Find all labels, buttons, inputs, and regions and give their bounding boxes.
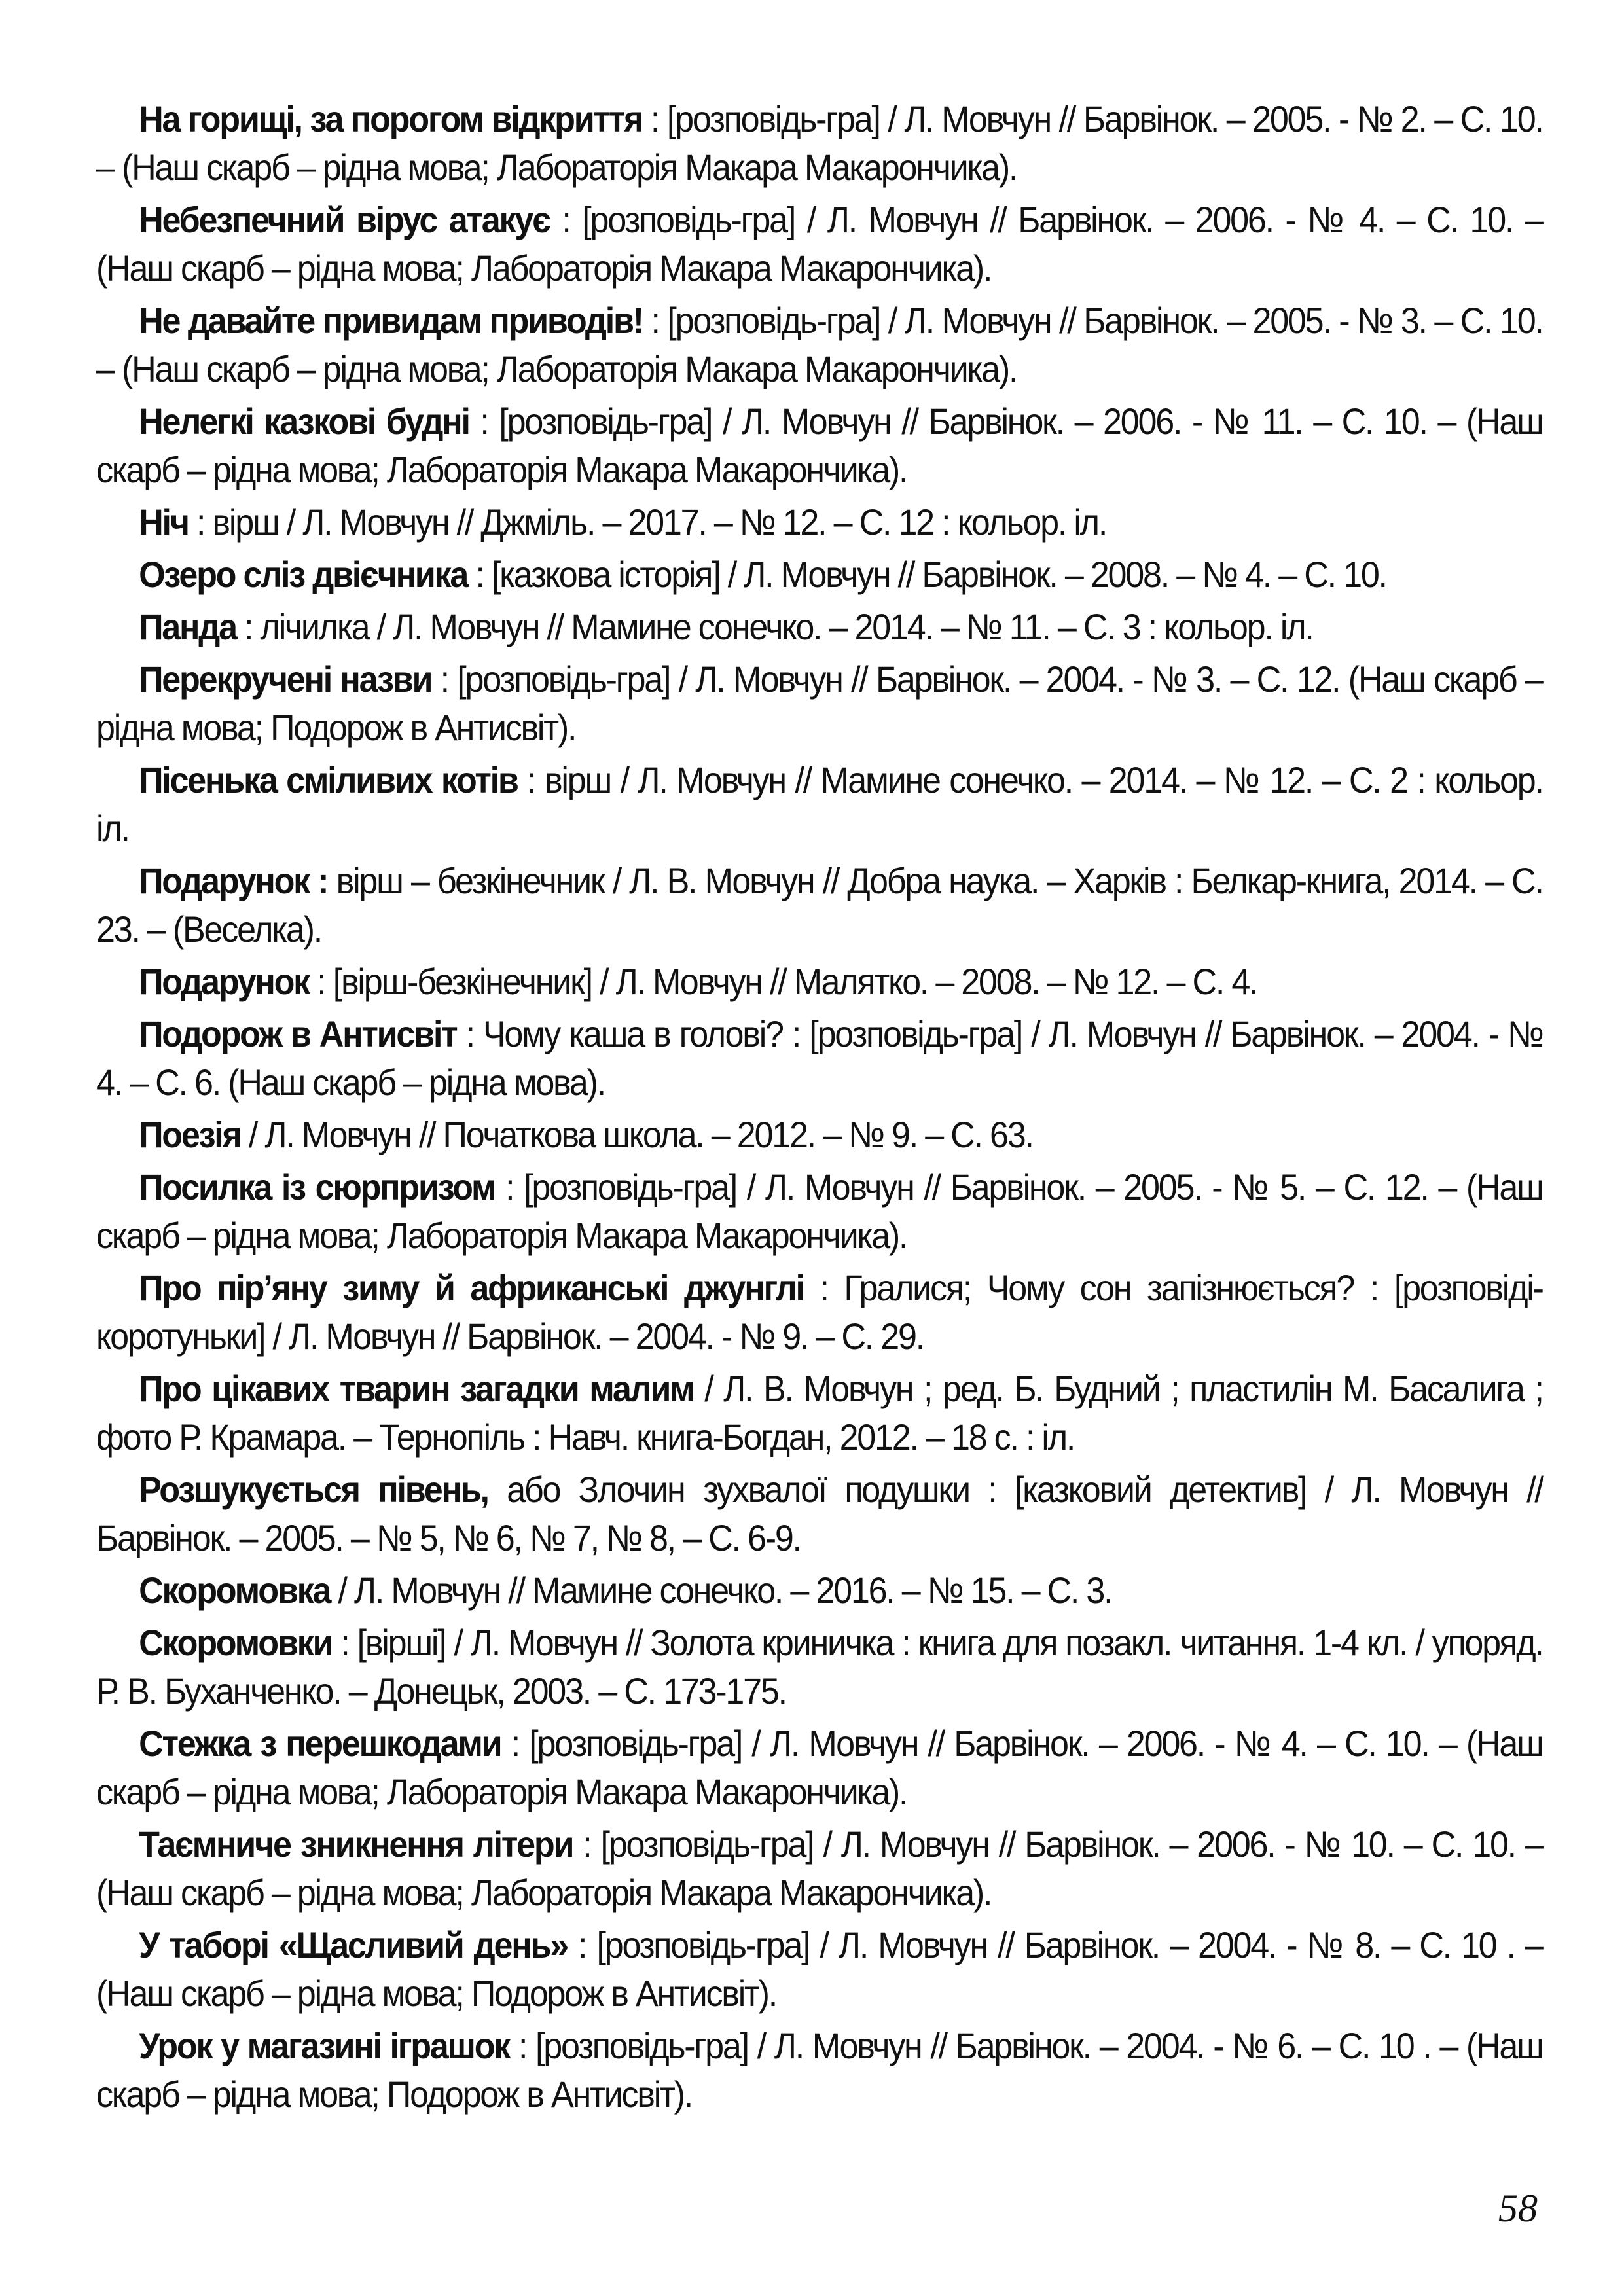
bibliography-entry <box>96 1111 1543 1159</box>
bibliography-entry <box>96 196 1543 293</box>
entry-details: : [вірші] / Л. Мовчун // Золота криничка : книга для позакл. читання. 1-4 кл. / упоряд. Р. В. Буханченко. – Донецьк, 2003. – С. 173-175. <box>96 1622 1543 1712</box>
entry-details: / Л. В. Мовчун ; ред. Б. Будний ; пластилін М. Басалига ; фото Р. Крамара. – Тернопіль : Навч. книга-Богдан, 2012. – 18 с. : іл. <box>96 1368 1543 1458</box>
bibliography-entry <box>96 756 1543 853</box>
entry-details: : лічилка / Л. Мовчун // Мамине сонечко. – 2014. – № 11. – С. 3 : кольор. іл. <box>236 606 1313 647</box>
entry-details: : [розповідь-гра] / Л. Мовчун // Барвінок. – 2006. - № 4. – С. 10. – (Наш скарб – рідна мова; Лабораторія Макара Макарончика). <box>96 1723 1543 1812</box>
bibliography-entry <box>96 95 1543 192</box>
entry-details: : [розповідь-гра] / Л. Мовчун // Барвінок. – 2004. - № 6. – С. 10 . – (Наш скарб – рідна мова; Подорож в Антисвіт). <box>96 2025 1543 2115</box>
entry-title: Ніч <box>139 501 189 543</box>
bibliography-entry <box>96 1820 1543 1917</box>
bibliography-entry <box>96 498 1543 547</box>
entry-title: Пісенька сміливих котів <box>139 759 518 800</box>
page-number: 58 <box>1498 2187 1538 2230</box>
entry-title: Розшукується півень, <box>139 1469 488 1510</box>
entry-title: Урок у магазині іграшок <box>139 2025 510 2066</box>
bibliography-entry <box>96 1566 1543 1615</box>
bibliography-entry <box>96 1921 1543 2018</box>
entry-title: Про пір’яну зиму й африканські джунглі <box>139 1267 804 1308</box>
entry-title: Скоромовки <box>139 1622 333 1663</box>
bibliography-entry <box>96 1619 1543 1715</box>
entry-title: Скоромовка <box>139 1570 331 1611</box>
entry-title: Перекручені назви <box>139 658 432 700</box>
bibliography-entry <box>96 296 1543 393</box>
bibliography-entry <box>96 1010 1543 1107</box>
bibliography-entry <box>96 2022 1543 2119</box>
entry-details: : [розповідь-гра] / Л. Мовчун // Барвінок. – 2006. - № 11. – С. 10. – (Наш скарб – рідна мова; Лабораторія Макара Макарончика). <box>96 401 1543 490</box>
entry-details: : вірш / Л. Мовчун // Мамине сонечко. – 2014. – № 12. – С. 2 : кольор. іл. <box>96 759 1543 849</box>
entry-title: Подорож в Антисвіт <box>139 1013 457 1054</box>
entry-details: або Злочин зухвалої подушки : [казковий детектив] / Л. Мовчун // Барвінок. – 2005. – № 5, № 6, № 7, № 8, – С. 6-9. <box>96 1469 1543 1558</box>
bibliography-entry <box>96 397 1543 494</box>
entry-title: Нелегкі казкові будні <box>139 401 469 442</box>
entry-title: Поезія <box>139 1114 241 1155</box>
entry-title: Небезпечний вірус атакує <box>139 199 550 240</box>
entry-details: : [розповідь-гра] / Л. Мовчун // Барвінок. – 2005. - № 5. – С. 12. – (Наш скарб – рідна мова; Лабораторія Макара Макарончика). <box>96 1166 1543 1256</box>
bibliography-entry <box>96 958 1543 1006</box>
entry-title: Таємниче зникнення літери <box>139 1823 573 1865</box>
entry-details: : [розповідь-гра] / Л. Мовчун // Барвінок. – 2004. - № 8. – С. 10 . – (Наш скарб – рідна мова; Подорож в Антисвіт). <box>96 1924 1543 2014</box>
entry-title: У таборі «Щасливий день» <box>139 1924 568 1965</box>
entry-details: / Л. Мовчун // Початкова школа. – 2012. – № 9. – С. 63. <box>240 1114 1033 1155</box>
entry-title: Стежка з перешкодами <box>139 1723 501 1764</box>
entry-details: : [розповідь-гра] / Л. Мовчун // Барвінок. – 2006. - № 4. – С. 10. – (Наш скарб – рідна мова; Лабораторія Макара Макарончика). <box>96 199 1543 289</box>
entry-details: : [розповідь-гра] / Л. Мовчун // Барвінок. – 2005. - № 2. – С. 10. – (Наш скарб – рідна мова; Лабораторія Макара Макарончика). <box>96 98 1543 188</box>
bibliography-entry <box>96 655 1543 752</box>
entry-details: : Гралися; Чому сон запізнюється? : [розповіді-коротуньки] / Л. Мовчун // Барвінок. – 2004. - № 9. – С. 29. <box>96 1267 1543 1357</box>
entry-title: Посилка із сюрпризом <box>139 1166 496 1208</box>
bibliography-entry <box>96 550 1543 599</box>
entry-details: : Чому каша в голові? : [розповідь-гра] / Л. Мовчун // Барвінок. – 2004. - № 4. – С. 6. (Наш скарб – рідна мова). <box>96 1013 1543 1103</box>
entry-title: На горищі, за порогом відкриття <box>139 98 643 139</box>
entry-details: : вірш / Л. Мовчун // Джміль. – 2017. – № 12. – С. 12 : кольор. іл. <box>188 501 1107 543</box>
bibliography-list <box>96 95 1543 2123</box>
entry-title: Озеро сліз двієчника <box>139 554 468 595</box>
entry-title: Панда <box>139 606 236 647</box>
bibliography-entry <box>96 1465 1543 1562</box>
bibliography-entry <box>96 603 1543 651</box>
bibliography-entry <box>96 1365 1543 1462</box>
bibliography-entry <box>96 857 1543 954</box>
entry-details: : [казкова історія] / Л. Мовчун // Барвінок. – 2008. – № 4. – С. 10. <box>467 554 1386 595</box>
entry-title: Не давайте привидам приводів! <box>139 300 643 341</box>
entry-title: Подарунок <box>139 961 310 1002</box>
entry-details: : [розповідь-гра] / Л. Мовчун // Барвінок. – 2004. - № 3. – С. 12. (Наш скарб – рідна мова; Подорож в Антисвіт). <box>96 658 1543 748</box>
bibliography-entry <box>96 1163 1543 1260</box>
bibliography-entry <box>96 1264 1543 1361</box>
entry-title: Про цікавих тварин загадки малим <box>139 1368 694 1409</box>
entry-details: : [вірш-безкінечник] / Л. Мовчун // Малятко. – 2008. – № 12. – С. 4. <box>309 961 1257 1002</box>
entry-details: : [розповідь-гра] / Л. Мовчун // Барвінок. – 2005. - № 3. – С. 10. – (Наш скарб – рідна мова; Лабораторія Макара Макарончика). <box>96 300 1543 389</box>
entry-title: Подарунок : <box>139 860 328 901</box>
bibliography-entry <box>96 1719 1543 1816</box>
entry-details: / Л. Мовчун // Мамине сонечко. – 2016. – № 15. – С. 3. <box>330 1570 1112 1611</box>
entry-details: : [розповідь-гра] / Л. Мовчун // Барвінок. – 2006. - № 10. – С. 10. – (Наш скарб – рідна мова; Лабораторія Макара Макарончика). <box>96 1823 1543 1913</box>
entry-details: вірш – безкінечник / Л. В. Мовчун // Добра наука. – Харків : Белкар-книга, 2014. – С. 23. – (Веселка). <box>96 860 1543 950</box>
